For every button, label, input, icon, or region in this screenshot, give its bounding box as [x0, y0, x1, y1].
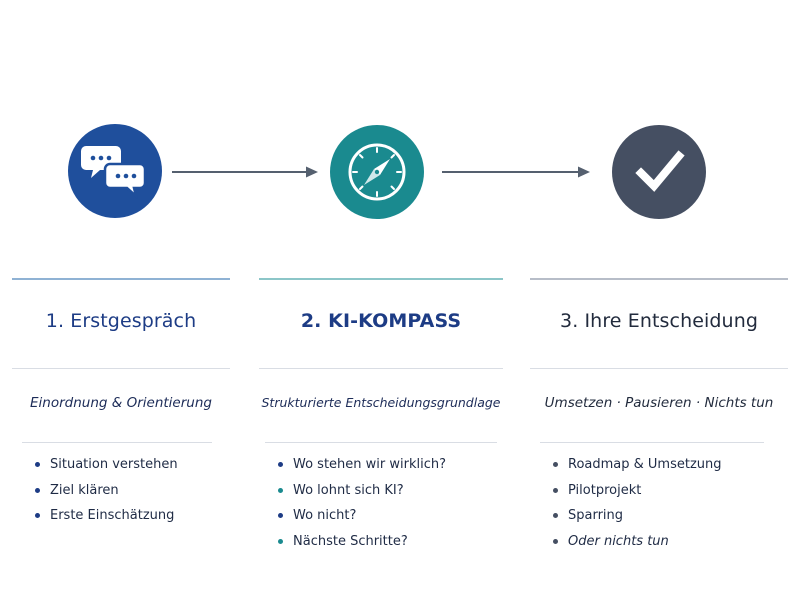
step-1-list	[34, 456, 178, 533]
step-1-divider	[12, 368, 230, 369]
step-3-column	[530, 0, 788, 600]
bullet-icon	[35, 513, 40, 518]
step-3-divider	[530, 368, 788, 369]
bullet-icon	[35, 488, 40, 493]
list-item: Wo nicht?	[277, 507, 446, 533]
step-3-title: 3. Ihre Entscheidung	[560, 310, 758, 332]
step-2-column	[259, 0, 503, 600]
step-2-list	[277, 456, 446, 558]
step-1-divider-2	[22, 442, 212, 443]
step-3-list	[552, 456, 722, 558]
step-3-accent-line	[530, 278, 788, 280]
list-item: Wo stehen wir wirklich?	[277, 456, 446, 482]
step-2-divider	[259, 368, 503, 369]
bullet-icon	[553, 539, 558, 544]
step-1-accent-line	[12, 278, 230, 280]
list-item: Erste Einschätzung	[34, 507, 178, 533]
step-2-title: 2. KI-KOMPASS	[300, 310, 462, 332]
bullet-icon	[553, 462, 558, 467]
step-1-subtitle: Einordnung & Orientierung	[30, 395, 212, 411]
list-item: Ziel klären	[34, 482, 178, 508]
bullet-icon	[278, 488, 283, 493]
step-2-subtitle: Strukturierte Entscheidungsgrundlage	[261, 395, 501, 410]
bullet-icon	[278, 539, 283, 544]
step-2-divider-2	[265, 442, 497, 443]
step-3-subtitle: Umsetzen · Pausieren · Nichts tun	[544, 395, 774, 411]
list-item: Oder nichts tun	[552, 533, 722, 559]
bullet-icon	[35, 462, 40, 467]
step-3-divider-2	[540, 442, 764, 443]
list-item: Wo lohnt sich KI?	[277, 482, 446, 508]
bullet-icon	[278, 462, 283, 467]
list-item: Roadmap & Umsetzung	[552, 456, 722, 482]
list-item: Sparring	[552, 507, 722, 533]
step-2-accent-line	[259, 278, 503, 280]
list-item: Pilotprojekt	[552, 482, 722, 508]
list-item: Nächste Schritte?	[277, 533, 446, 559]
step-1-title: 1. Erstgespräch	[45, 310, 197, 332]
step-1-column	[12, 0, 230, 600]
bullet-icon	[553, 513, 558, 518]
bullet-icon	[278, 513, 283, 518]
list-item: Situation verstehen	[34, 456, 178, 482]
bullet-icon	[553, 488, 558, 493]
